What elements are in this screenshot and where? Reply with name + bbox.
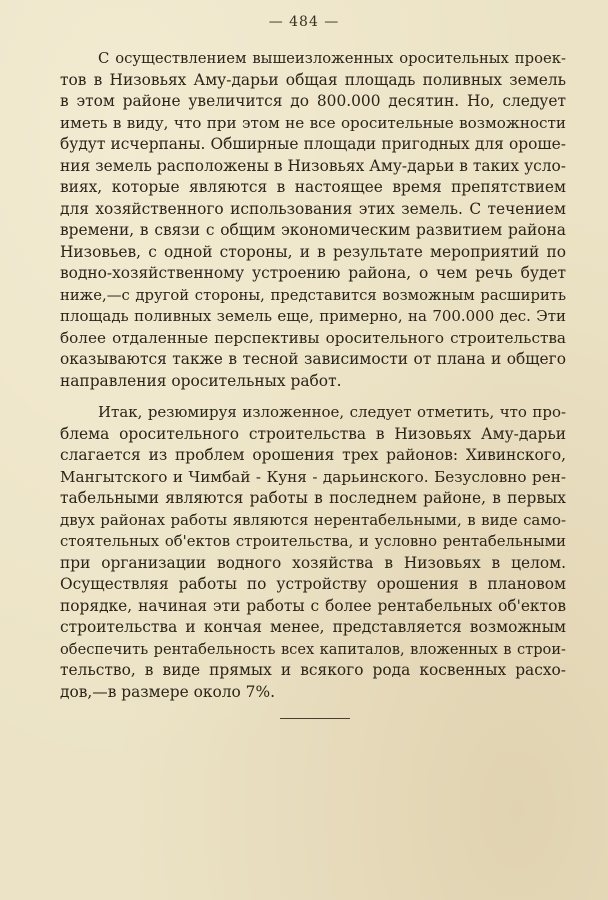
page-body [60, 48, 566, 713]
text-line: времени, в связи с общим экономическим развитием района [60, 221, 566, 239]
text-line: С осуществлением вышеизложенных оросительных проек- [98, 50, 566, 67]
text-line: ниже,—с другой стороны, представится возможным расширить [60, 286, 566, 304]
text-line: Итак, резюмируя изложенное, следует отметить, что про- [98, 403, 566, 421]
text-line: табельными являются работы в последнем районе, в первых [60, 489, 566, 507]
paragraph-2 [60, 402, 566, 703]
text-line: строительства и кончая менее, представляется возможным [60, 618, 566, 636]
text-line: при организации водного хозяйства в Низовьях в целом. [60, 553, 566, 572]
text-line: виях, которые являются в настоящее время препятствием [60, 178, 566, 196]
text-line: направления оросительных работ. [60, 371, 342, 390]
text-line: тельство, в виде прямых и всякого рода косвенных расхо- [60, 661, 566, 679]
text-line: ния земель расположены в Низовьях Аму-дарьи в таких усло- [60, 156, 566, 175]
text-line: тов в Низовьях Аму-дарьи общая площадь поливных земель [60, 70, 566, 89]
text-line: стоятельных об'ектов строительства, и условно рентабельными [60, 533, 566, 550]
text-line: дов,—в размере около 7%. [60, 682, 275, 701]
text-line: будут исчерпаны. Обширные площади пригодных для ороше- [60, 135, 566, 153]
text-line: порядке, начиная эти работы с более рентабельных об'ектов [60, 596, 566, 615]
text-line: площадь поливных земель еще, примерно, на 700.000 дес. Эти [60, 307, 566, 325]
text-line: для хозяйственного использования этих земель. С течением [60, 199, 566, 218]
text-line: обеспечить рентабельность всех капиталов, вложенных в строи- [60, 640, 566, 658]
section-end-rule [280, 718, 350, 719]
text-line: слагается из проблем орошения трех районов: Хивинского, [60, 446, 566, 464]
text-line: в этом районе увеличится до 800.000 десятин. Но, следует [60, 92, 566, 110]
text-line: Низовьев, с одной стороны, и в результате мероприятий по [60, 242, 566, 261]
text-line: Мангытского и Чимбай - Куня - дарьинского. Безусловно рен- [60, 467, 566, 486]
text-line: оказываются также в тесной зависимости от плана и общего [60, 350, 566, 368]
paragraph-1 [60, 48, 566, 392]
text-line: блема оросительного строительства в Низовьях Аму-дарьи [60, 424, 566, 443]
text-line: иметь в виду, что при этом не все оросительные возможности [60, 113, 566, 132]
page-number: — 484 — [268, 14, 340, 30]
text-line: более отдаленные перспективы оросительного строительства [60, 328, 566, 347]
text-line: водно-хозяйственному устроению района, о чем речь будет [60, 264, 566, 282]
text-line: Осуществляя работы по устройству орошения в плановом [60, 575, 566, 593]
text-line: двух районах работы являются нерентабельными, в виде само- [60, 510, 566, 529]
